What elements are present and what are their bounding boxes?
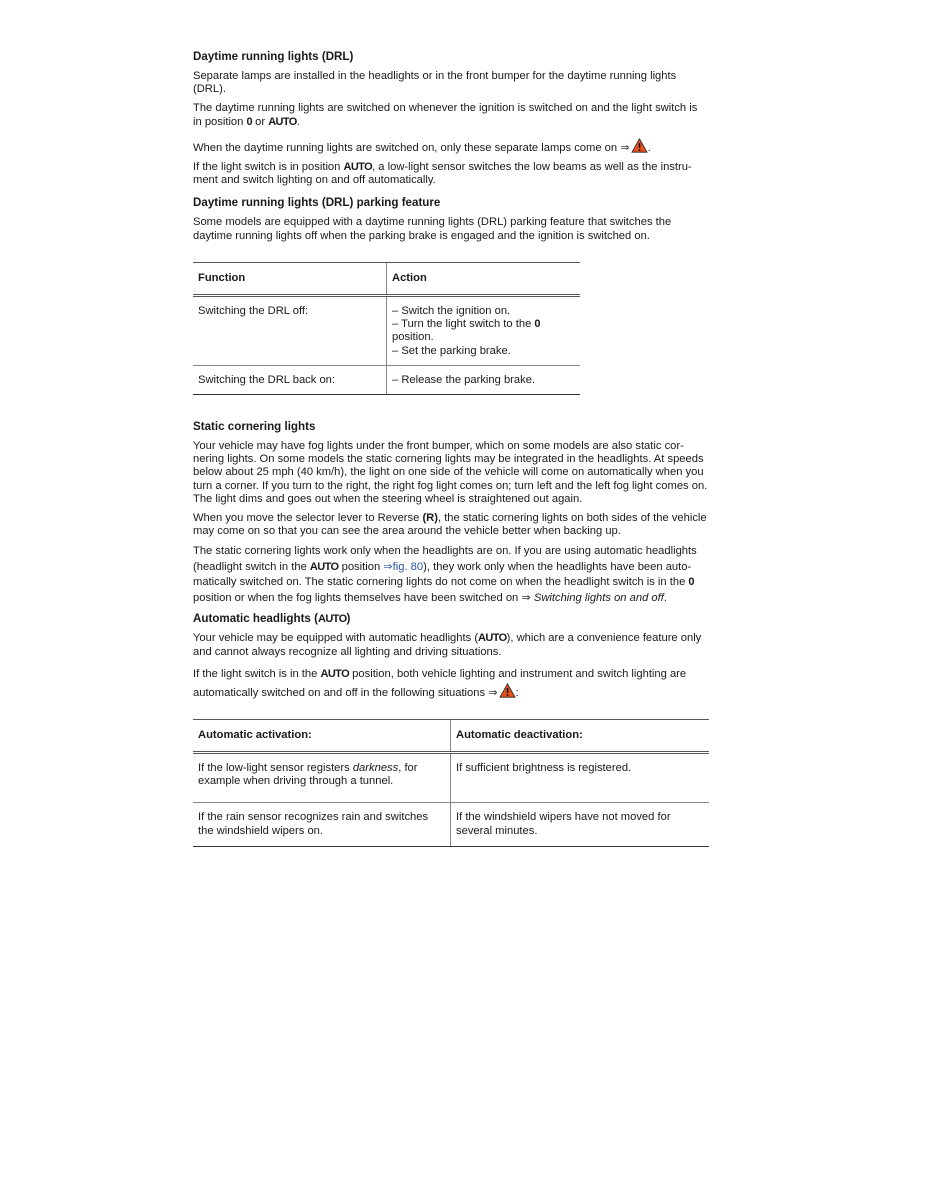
table-cell: If the rain sensor recognizes rain and switches the windshield wipers on. (193, 803, 451, 846)
paragraph: Separate lamps are installed in the headlights or in the front bumper for the daytime running lights (DRL). (193, 70, 677, 96)
paragraph: When the daytime running lights are switched on, only these separate lamps come on ⇒ . (193, 138, 709, 155)
table-row (193, 296, 580, 366)
paragraph: The daytime running lights are switched on whenever the ignition is switched on and the light switch is in position 0 or AUTO. (193, 102, 698, 128)
table-header-row (193, 262, 580, 295)
paragraph: If the light switch is in the AUTO position, both vehicle lighting and instrument and switch lighting are automatically switched on and off in the following situations ⇒ : (193, 667, 687, 699)
table-cell-function: Switching the DRL back on: (193, 365, 387, 394)
figure-link[interactable]: ⇒fig. 80 (383, 560, 424, 573)
switch-position-label: AUTO (309, 560, 339, 573)
switch-position-label: 0 (534, 318, 540, 331)
paragraph: Your vehicle may have fog lights under the front bumper, which on some models are also static cor-nering lights. On some models the static cornering lights may be integrated in the headlights. At speeds below about 25 mph (40 km/h), the light on one side of the vehicle will come on automatically when you turn a corner. If you turn to the right, the right fog light comes on; turn left and the left fog light comes on. The light dims and goes out when the steering wheel is straightened out again. (193, 440, 708, 505)
paragraph: If the light switch is in position AUTO, a low-light sensor switches the low beams as well as the instru-ment and switch lighting on and off automatically. (193, 161, 692, 187)
paragraph: Some models are equipped with a daytime running lights (DRL) parking feature that switches the daytime running lights off when the parking brake is engaged and the ignition is switched on. (193, 216, 672, 242)
table-cell-action: – Release the parking brake. (387, 365, 581, 394)
table-cell: If sufficient brightness is registered. (451, 753, 710, 803)
column-header-action: Action (387, 262, 581, 295)
paragraph: When you move the selector lever to Reverse (R), the static cornering lights on both sides of the vehicle may come on so that you can see the area around the vehicle better when backing up. (193, 512, 707, 538)
table-row (193, 753, 709, 803)
section-heading-drl: Daytime running lights (DRL) (193, 50, 354, 63)
auto-headlights-table (193, 719, 709, 847)
warning-triangle-icon[interactable] (631, 138, 648, 153)
switch-position-label: AUTO (320, 667, 350, 680)
paragraph: Your vehicle may be equipped with automatic headlights (AUTO), which are a convenience feature only and cannot always recognize all lighting and driving situations. (193, 632, 702, 658)
switch-position-label: AUTO (268, 115, 297, 128)
switch-position-label: AUTO (478, 632, 507, 645)
section-heading-cornering: Static cornering lights (193, 420, 316, 434)
section-heading-drl-parking: Daytime running lights (DRL) parking feature (193, 196, 441, 210)
switch-position-label: 0 (688, 576, 694, 589)
paragraph: The static cornering lights work only when the headlights are on. If you are using automatic headlights (headlight switch in the AUTO position ⇒fig. 80), they work only when the headlights have been auto-matically switched on. The static cornering lights do not come on when the headlight switch is in the 0 position or when the fog lights themselves have been switched on ⇒ Switching lights on and off. (193, 545, 697, 604)
switch-position-label: 0 (246, 115, 253, 128)
table-header-row (193, 719, 709, 752)
switch-position-label: AUTO (343, 161, 373, 174)
switch-position-label: AUTO (317, 613, 347, 626)
table-cell: If the windshield wipers have not moved for several minutes. (451, 803, 710, 846)
table-row (193, 803, 709, 846)
column-header-deactivation: Automatic deactivation: (451, 719, 710, 752)
table-cell-action: – Switch the ignition on. – Turn the light switch to the 0 position. – Set the parking brake. (387, 296, 581, 366)
table-cell: If the low-light sensor registers darkness, for example when driving through a tunnel. (193, 753, 451, 803)
column-header-activation: Automatic activation: (193, 719, 451, 752)
cross-reference-link[interactable]: Switching lights on and off (533, 591, 664, 604)
section-heading-auto: Automatic headlights (AUTO) (193, 612, 351, 626)
drl-parking-table (193, 262, 580, 395)
table-cell-function: Switching the DRL off: (193, 296, 387, 366)
column-header-function: Function (193, 262, 387, 295)
manual-page (193, 50, 709, 847)
warning-triangle-icon[interactable] (499, 683, 516, 698)
table-row (193, 365, 580, 394)
